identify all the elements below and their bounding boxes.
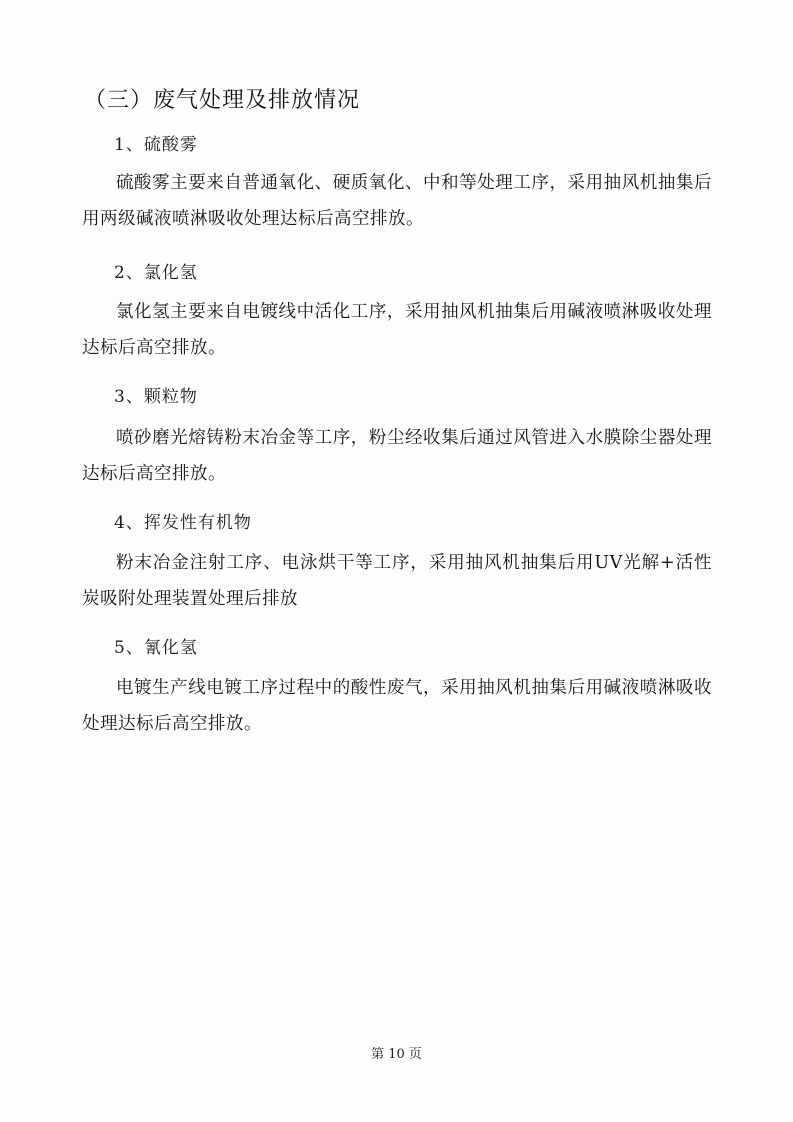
item-text-particulate-matter: 喷砂磨光熔铸粉末冶金等工序，粉尘经收集后通过风管进入水膜除尘器处理达标后高空排放。 — [82, 428, 712, 484]
item-text-hydrogen-chloride: 氯化氢主要来自电镀线中活化工序，采用抽风机抽集后用碱液喷淋吸收处理达标后高空排放。 — [82, 302, 712, 358]
item-title-sulfuric-acid-mist: 1、硫酸雾 — [114, 135, 198, 155]
item-title-particulate-matter: 3、颗粒物 — [114, 387, 198, 407]
item-title-hydrogen-cyanide: 5、氰化氢 — [114, 638, 198, 658]
item-text-hydrogen-cyanide: 电镀生产线电镀工序过程中的酸性废气，采用抽风机抽集后用碱液喷淋吸收处理达标后高空排放。 — [82, 678, 712, 734]
item-title-volatile-organics: 4、挥发性有机物 — [114, 513, 252, 533]
item-text-volatile-organics: 粉末冶金注射工序、电泳烘干等工序，采用抽风机抽集后用UV光解+活性炭吸附处理装置处理后排放 — [82, 553, 712, 609]
item-title-hydrogen-chloride: 2、氯化氢 — [114, 263, 198, 283]
item-text-sulfuric-acid-mist: 硫酸雾主要来自普通氧化、硬质氧化、中和等处理工序，采用抽风机抽集后用两级碱液喷淋吸收处理达标后高空排放。 — [82, 173, 712, 229]
section-heading: （三）废气处理及排放情况 — [84, 88, 361, 113]
page-number: 第 10 页 — [371, 1047, 422, 1062]
